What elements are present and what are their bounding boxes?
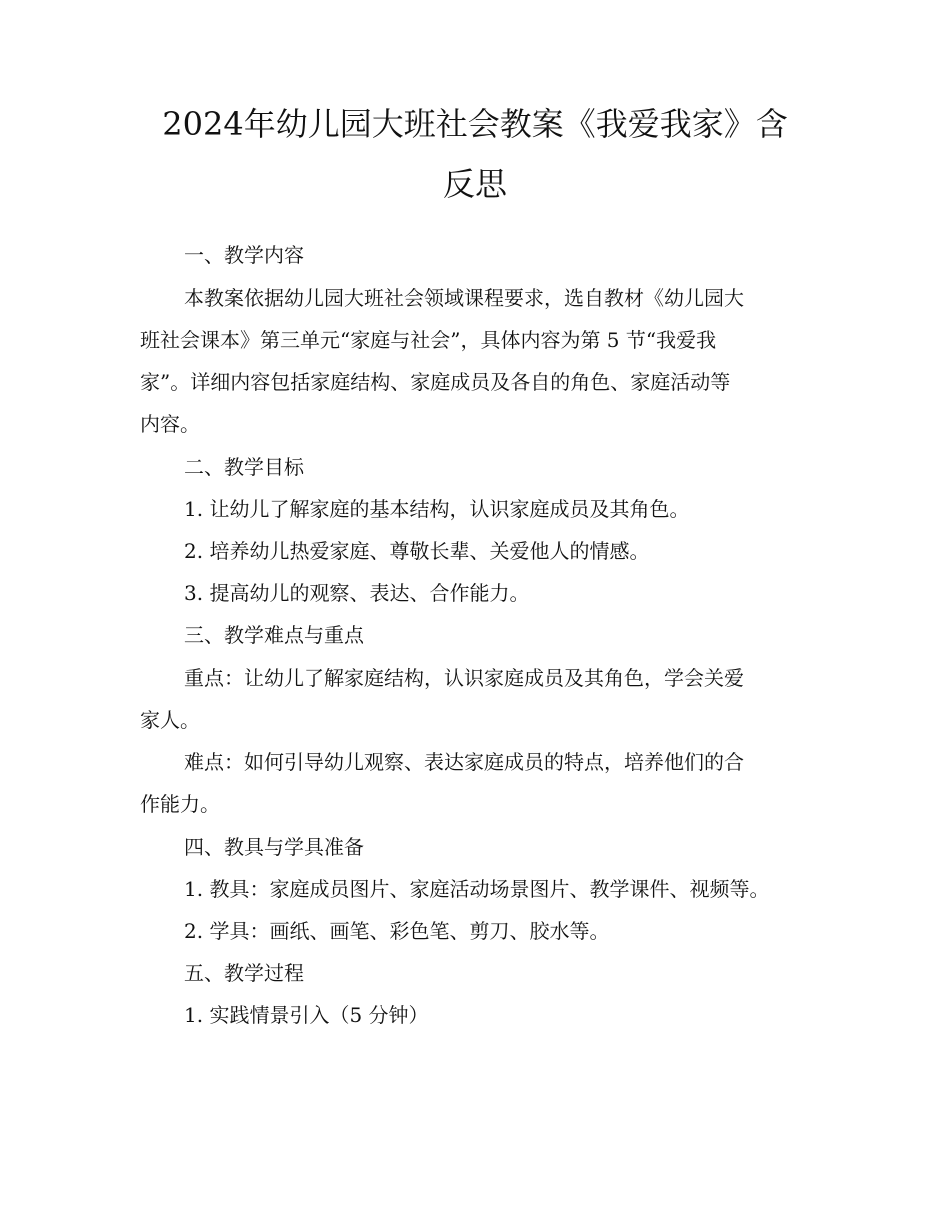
- section-heading-teaching-content: 一、教学内容: [184, 243, 304, 267]
- key-point-line: 家人。: [140, 708, 200, 732]
- goal-item-2: 2. 培养幼儿热爱家庭、尊敬长辈、关爱他人的情感。: [184, 539, 650, 563]
- difficulty-line: 作能力。: [140, 792, 220, 816]
- goal-item-3: 3. 提高幼儿的观察、表达、合作能力。: [184, 581, 530, 605]
- process-item-1: 1. 实践情景引入（5 分钟）: [184, 1003, 429, 1027]
- section-heading-key-difficult-points: 三、教学难点与重点: [184, 623, 364, 647]
- tools-item-1: 1. 教具：家庭成员图片、家庭活动场景图片、教学课件、视频等。: [184, 877, 770, 901]
- paragraph-line: 班社会课本》第三单元“家庭与社会”，具体内容为第 5 节“我爱我: [140, 328, 717, 352]
- document-title-line-2: 反思: [442, 165, 507, 203]
- paragraph-line: 内容。: [140, 412, 200, 436]
- tools-item-2: 2. 学具：画纸、画笔、彩色笔、剪刀、胶水等。: [184, 919, 610, 943]
- section-heading-teaching-goals: 二、教学目标: [184, 455, 304, 479]
- paragraph-line: 本教案依据幼儿园大班社会领域课程要求，选自教材《幼儿园大: [184, 286, 744, 310]
- goal-item-1: 1. 让幼儿了解家庭的基本结构，认识家庭成员及其角色。: [184, 497, 690, 521]
- paragraph-line: 家”。详细内容包括家庭结构、家庭成员及各自的角色、家庭活动等: [140, 370, 731, 394]
- document-title-line-1: 2024年幼儿园大班社会教案《我爱我家》含: [162, 105, 788, 143]
- difficulty-line: 难点：如何引导幼儿观察、表达家庭成员的特点，培养他们的合: [184, 750, 744, 774]
- section-heading-teaching-process: 五、教学过程: [184, 961, 304, 985]
- key-point-line: 重点：让幼儿了解家庭结构，认识家庭成员及其角色，学会关爱: [184, 666, 744, 690]
- section-heading-teaching-aids: 四、教具与学具准备: [184, 835, 364, 859]
